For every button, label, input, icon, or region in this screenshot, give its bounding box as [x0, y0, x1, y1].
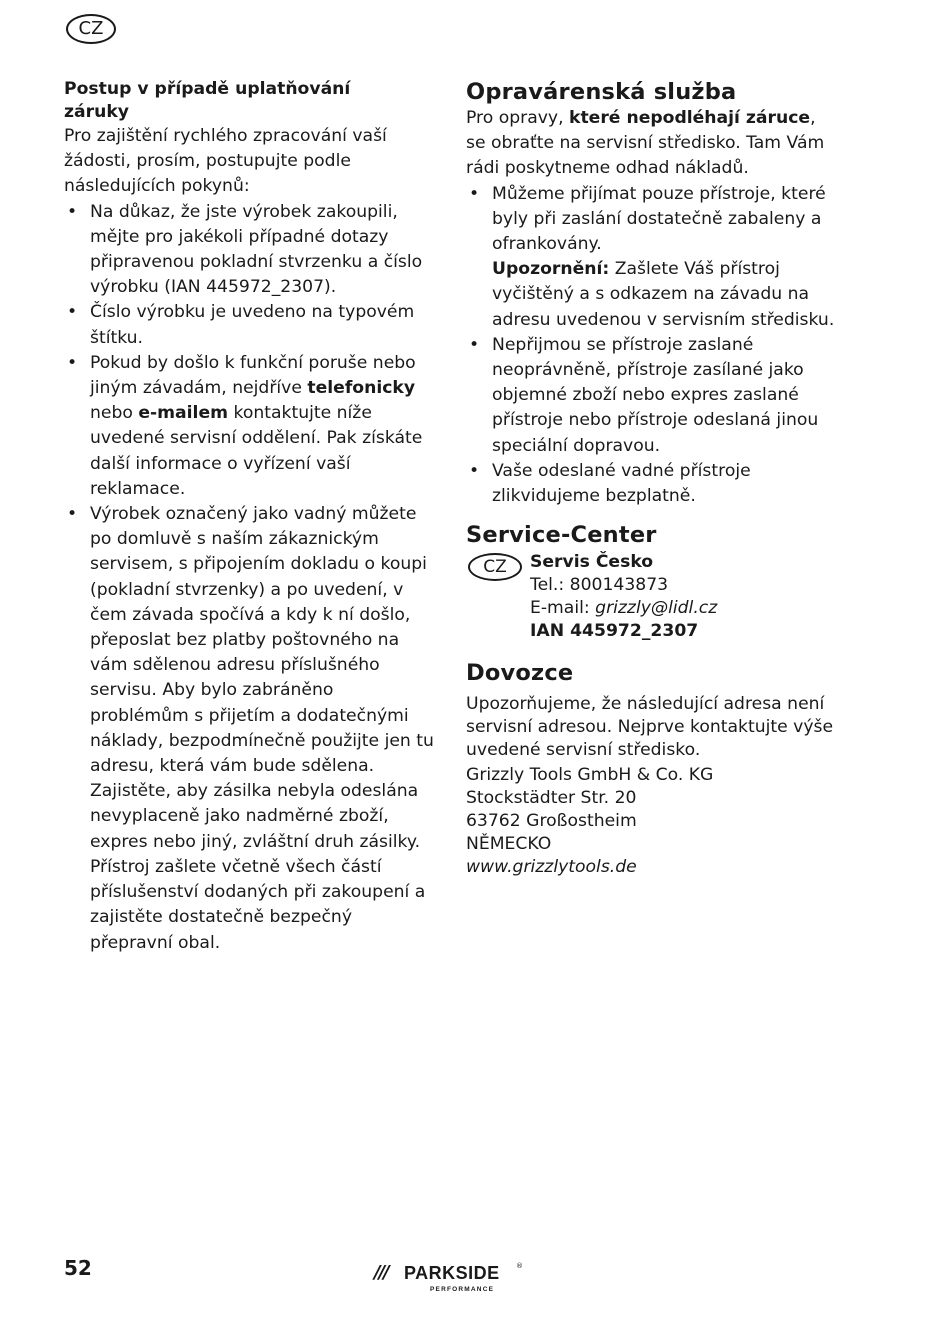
warranty-step-text: kontaktujte níže uvedené servisní oddělení. Pak získáte další informace o vyřízení vaší reklamace.	[90, 403, 423, 499]
logo-slashes-icon: ///	[374, 1262, 388, 1283]
address-street: Stockstädter Str. 20	[466, 788, 637, 809]
language-badge: CZ	[66, 14, 116, 44]
list-item: • Na důkaz, že jste výrobek zakoupili, mějte pro jakékoli případné dotazy připravenou pokladní stvrzenku a číslo výrobku (IAN 445972_2307).	[67, 201, 423, 298]
importer-note: Upozorňujeme, že následující adresa není servisní adresou. Nejprve kontaktujte výše uvedené servisní středisko.	[466, 694, 834, 761]
country-badge: CZ	[468, 553, 522, 581]
warranty-step-text: nebo	[90, 403, 139, 424]
warranty-step-text: Číslo výrobku je uvedeno na typovém štítku.	[90, 302, 415, 348]
list-item: • Pokud by došlo k funkční poruše nebo jiným závadám, nejdříve telefonicky nebo e-mailem kontaktujte níže uvedené servisní oddělení. Pak získáte další informace o vyřízení vaší reklamace.	[67, 352, 423, 499]
list-item: • Výrobek označený jako vadný můžete po domluvě s naším zákaznickým servisem, s připojením dokladu o koupi (pokladní stvrzenky) a po uvedení, v čem závada spočívá a kdy k ní došlo, přeposlat bez platby poštovného na vám sdělenou adresu příslušného servisu. Aby bylo zabráněno problémům s přijetím a dodatečnými náklady, bezpodmínečně použijte jen tu adresu, která vám bude sdělena. Zajistěte, aby zásilka nebyla odeslána nevyplaceně jako nadměrné zboží, expres nebo jiný, zvláštní druh zásilky. Přístroj zašlete včetně všech částí příslušenství dodaných při zakoupení a zajistěte dostatečně bezpečný přepravní obal.	[67, 504, 434, 953]
address-city: 63762 Großostheim	[466, 811, 637, 832]
list-item: • Vaše odeslané vadné přístroje zlikvidujeme bezplatně.	[469, 460, 751, 507]
bold-email: e-mailem	[138, 403, 229, 424]
right-column	[466, 78, 838, 879]
list-item: • Nepřijmou se přístroje zaslané neoprávněně, přístroje zasílané jako objemné zboží nebo expres zaslané přístroje nebo přístroje odeslaná jinou speciální dopravou.	[469, 334, 819, 456]
logo-registered: ®	[516, 1262, 523, 1270]
page-number: 52	[64, 1256, 92, 1280]
address-country: NĚMECKO	[466, 834, 552, 855]
warranty-step-text: Pokud by došlo k funkční poruše nebo jiným závadám, nejdříve	[90, 352, 416, 399]
address-company: Grizzly Tools GmbH & Co. KG	[466, 765, 714, 786]
service-email: grizzly@lidl.cz	[595, 598, 718, 619]
service-phone: Tel.: 800143873	[530, 575, 669, 596]
logo-subtitle: PERFORMANCE	[430, 1286, 495, 1293]
warranty-procedure-heading: Postup v případě uplatňování záruky	[64, 79, 351, 122]
service-ian: IAN 445972_2307	[530, 621, 699, 642]
note-label: Upozornění:	[492, 259, 610, 280]
warranty-steps-list	[64, 200, 434, 956]
website-link[interactable]: www.grizzlytools.de	[466, 857, 637, 878]
repair-intro: Pro opravy, které nepodléhají záruce, se obraťte na servisní středisko. Tam Vám rádi poskytneme odhad nákladů.	[466, 108, 825, 179]
repair-conditions-list	[466, 182, 838, 510]
bold-phone: telefonicky	[307, 378, 416, 399]
left-column	[64, 78, 434, 956]
logo-brand: PARKSIDE	[404, 1263, 500, 1283]
parkside-logo	[374, 1262, 534, 1302]
service-center-contact	[466, 551, 838, 643]
service-email-line: E-mail: grizzly@lidl.cz	[530, 598, 718, 619]
importer-heading: Dovozce	[466, 660, 574, 687]
list-item: • Můžeme přijímat pouze přístroje, které byly při zaslání dostatečně zabaleny a ofrankovány. Upozornění: Zašlete Váš přístroj vyčištěný a s odkazem na závadu na adresu uvedenou v servisním středisku.	[469, 183, 835, 330]
importer-address	[466, 764, 838, 879]
warranty-step-text: Výrobek označený jako vadný můžete po domluvě s naším zákaznickým servisem, s připojením dokladu o koupi (pokladní stvrzenky) a po uvedení, v čem závada spočívá a kdy k ní došlo, přeposlat bez platby poštovného na vám sdělenou adresu příslušného servisu. Aby bylo zabráněno problémům s přijetím a dodatečnými náklady, bezpodmínečně použijte jen tu adresu, která vám bude sdělena. Zajistěte, aby zásilka nebyla odeslána nevyplaceně jako nadměrné zboží, expres nebo jiný, zvláštní druh zásilky. Přístroj zašlete včetně všech částí příslušenství dodaných při zakoupení a zajistěte dostatečně bezpečný přepravní obal.	[90, 504, 434, 953]
service-center-heading: Service-Center	[466, 522, 657, 549]
bold-no-warranty: které nepodléhají záruce	[569, 108, 811, 128]
repair-service-heading: Opravárenská služba	[466, 79, 737, 105]
list-item: • Číslo výrobku je uvedeno na typovém štítku.	[67, 302, 415, 348]
service-name: Servis Česko	[530, 552, 654, 573]
warranty-intro: Pro zajištění rychlého zpracování vaší žádosti, prosím, postupujte podle následujících pokynů:	[64, 126, 387, 197]
warranty-step-text: Na důkaz, že jste výrobek zakoupili, mějte pro jakékoli případné dotazy připravenou pokladní stvrzenku a číslo výrobku (IAN 445972_2307).	[90, 201, 423, 298]
